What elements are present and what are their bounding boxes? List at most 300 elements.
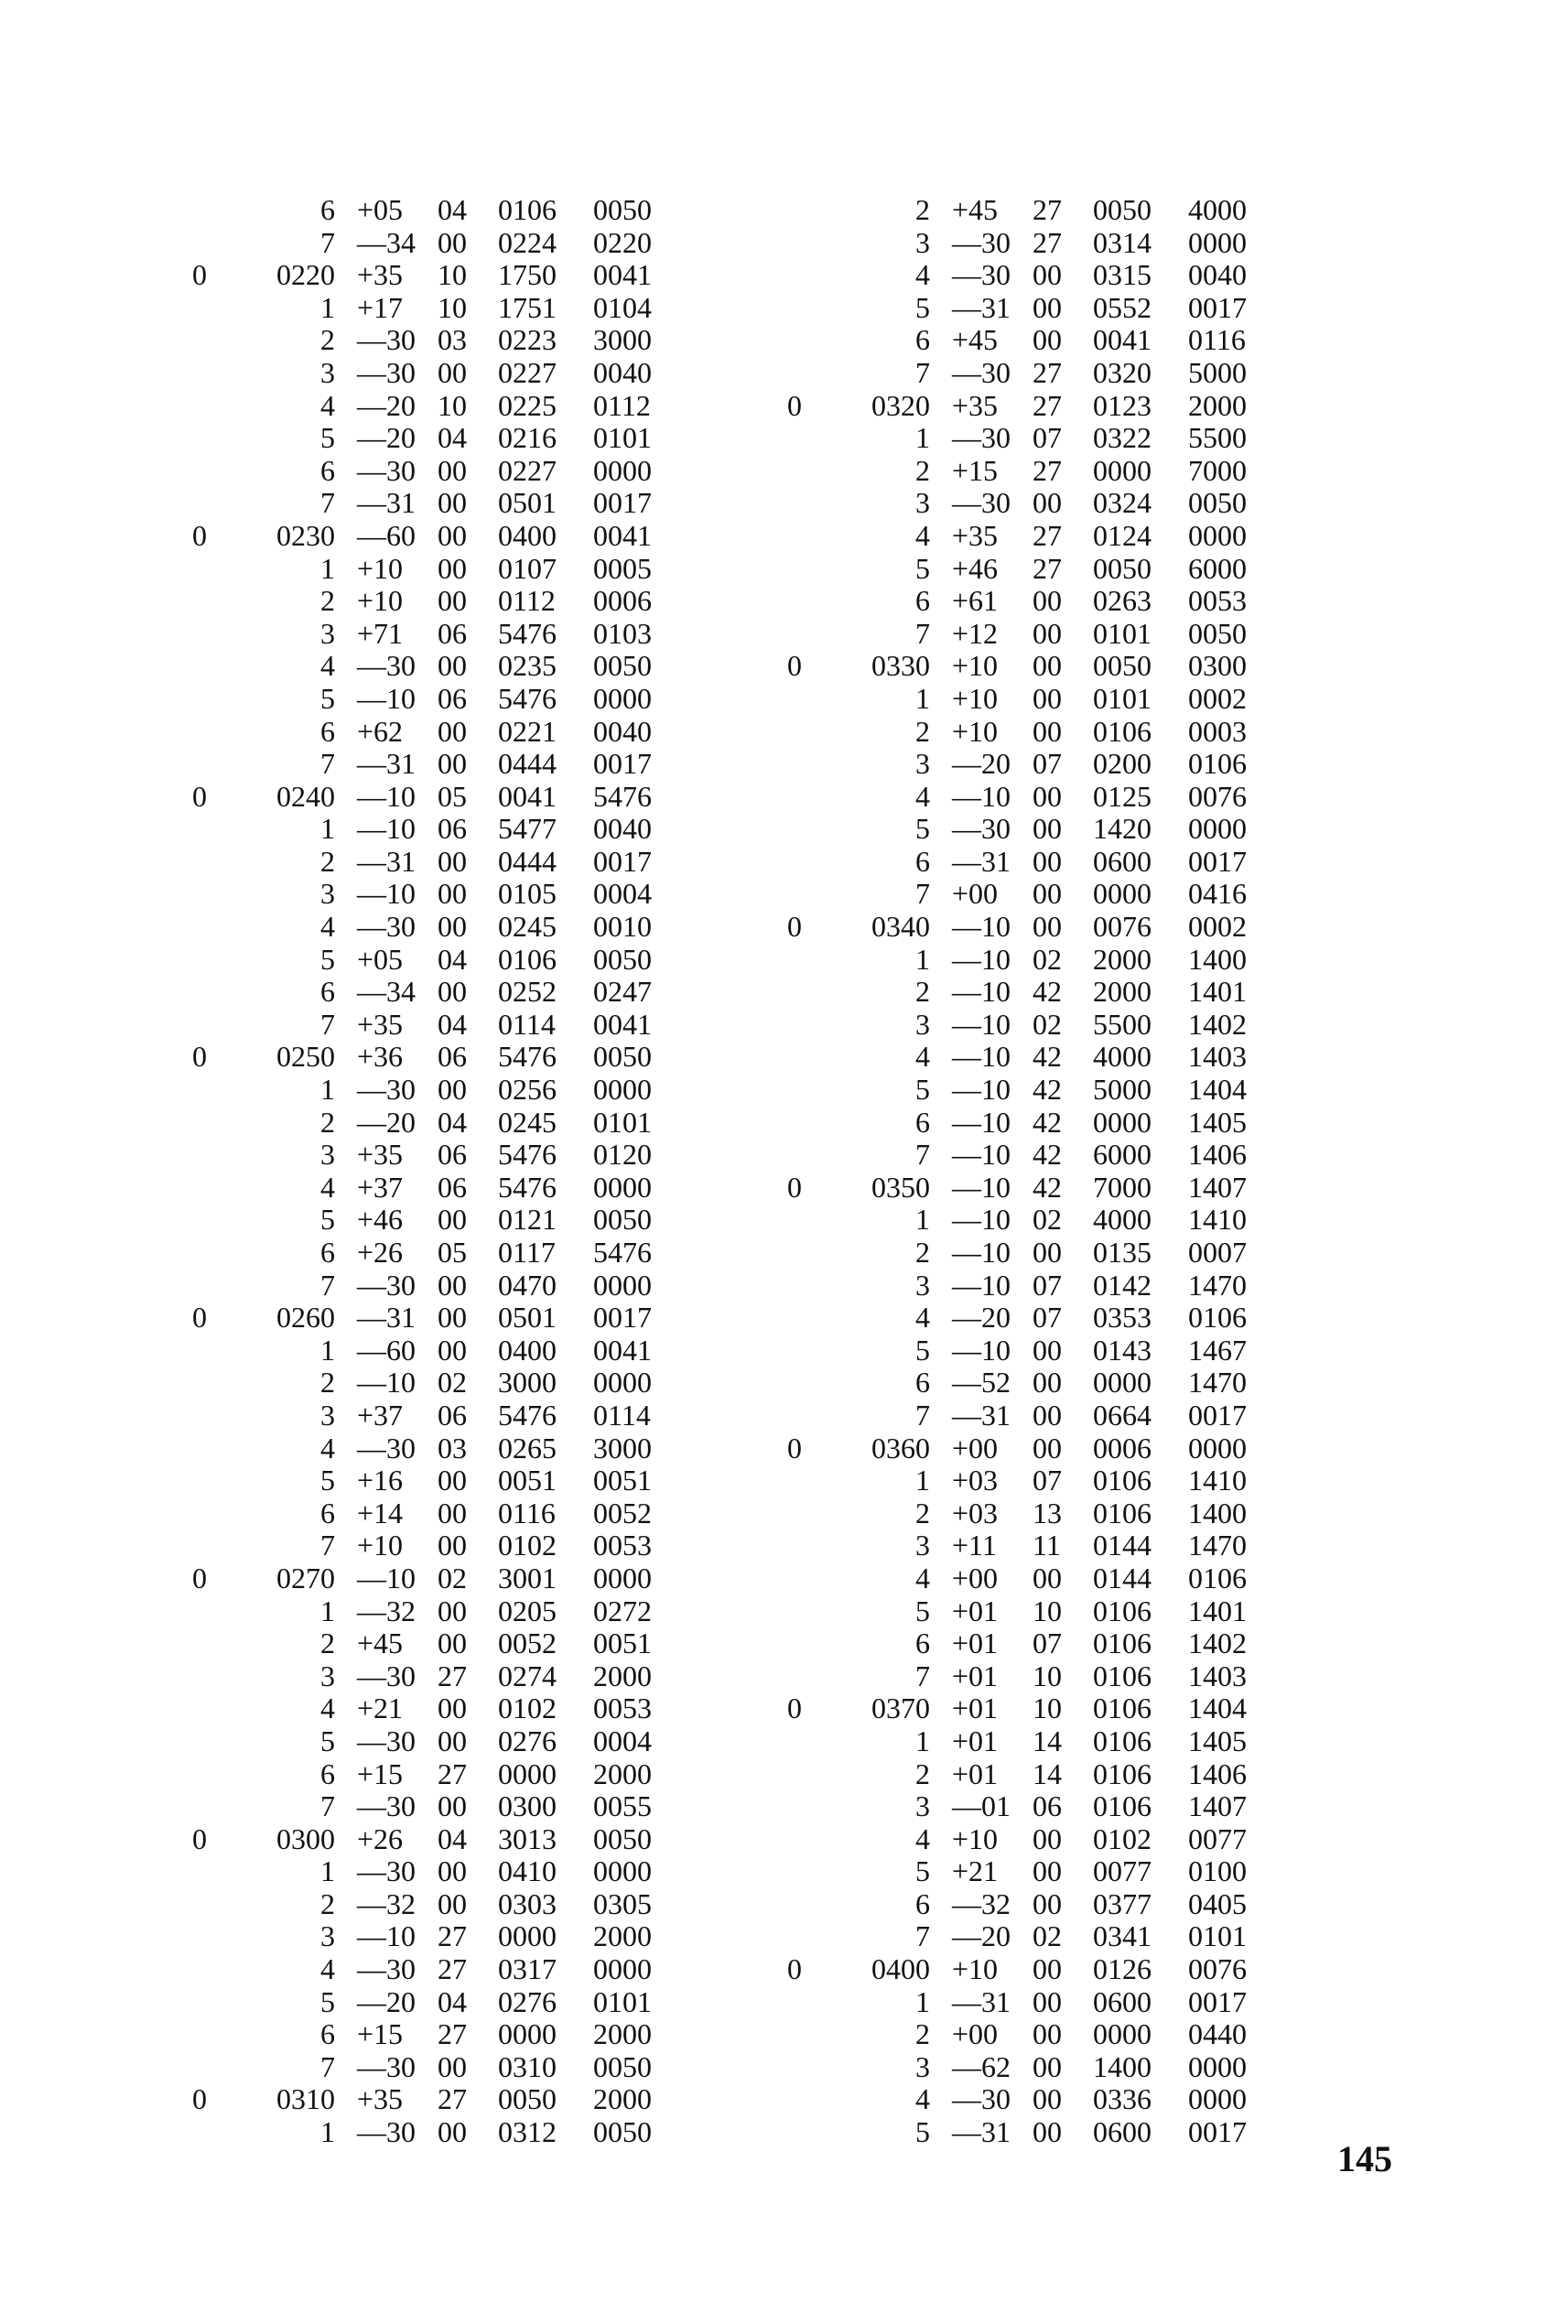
left-code-column bbox=[192, 194, 666, 2149]
opcode: —32 bbox=[357, 1594, 416, 1627]
code-row bbox=[192, 1139, 666, 1172]
operand-2: 1400 bbox=[1188, 1496, 1247, 1530]
operand-2: 0076 bbox=[1188, 1952, 1247, 1986]
operand-1: 0000 bbox=[1093, 453, 1152, 487]
address: 0220 bbox=[276, 258, 335, 292]
code-row bbox=[192, 1595, 666, 1628]
code-row bbox=[787, 911, 1261, 944]
block-marker bbox=[787, 1400, 827, 1432]
block-marker bbox=[192, 1855, 232, 1888]
address: 4 bbox=[915, 1821, 930, 1855]
modifier: 06 bbox=[1033, 1789, 1062, 1823]
operand-1: 5500 bbox=[1093, 1007, 1152, 1041]
opcode: —20 bbox=[357, 421, 416, 455]
address: 3 bbox=[320, 877, 335, 911]
operand-2: 0440 bbox=[1188, 2017, 1247, 2051]
address: 1 bbox=[915, 1984, 930, 2018]
modifier: 00 bbox=[1033, 258, 1062, 292]
block-marker: 0 bbox=[192, 258, 207, 292]
code-row bbox=[192, 1172, 666, 1205]
operand-1: 1750 bbox=[498, 258, 557, 292]
block-marker bbox=[787, 1823, 827, 1856]
operand-2: 1470 bbox=[1188, 1366, 1247, 1400]
operand-2: 0053 bbox=[1188, 584, 1247, 618]
operand-2: 0041 bbox=[593, 258, 652, 292]
address: 3 bbox=[915, 486, 930, 520]
modifier: 02 bbox=[1033, 1007, 1062, 1041]
operand-2: 0000 bbox=[593, 1952, 652, 1986]
address: 0400 bbox=[871, 1952, 930, 1986]
operand-1: 0600 bbox=[1093, 844, 1152, 878]
block-marker: 0 bbox=[192, 1040, 207, 1074]
code-row bbox=[787, 1335, 1261, 1367]
operand-1: 2000 bbox=[1093, 942, 1152, 976]
opcode: +35 bbox=[357, 1138, 404, 1172]
address: 6 bbox=[915, 584, 930, 618]
block-marker bbox=[787, 227, 827, 260]
operand-2: 0247 bbox=[593, 975, 652, 1009]
operand-1: 0106 bbox=[1093, 1789, 1152, 1823]
operand-1: 0223 bbox=[498, 323, 557, 357]
code-row bbox=[787, 585, 1261, 618]
operand-1: 0052 bbox=[498, 1627, 557, 1660]
operand-2: 0017 bbox=[593, 844, 652, 878]
modifier: 04 bbox=[438, 1007, 467, 1041]
modifier: 10 bbox=[1033, 1659, 1062, 1692]
address: 7 bbox=[915, 1659, 930, 1692]
operand-1: 0106 bbox=[1093, 1757, 1152, 1790]
opcode: —10 bbox=[952, 1268, 1011, 1302]
code-row bbox=[192, 683, 666, 716]
opcode: +37 bbox=[357, 1170, 404, 1204]
opcode: —31 bbox=[357, 747, 416, 781]
operand-1: 0000 bbox=[498, 2017, 557, 2051]
operand-1: 0353 bbox=[1093, 1301, 1152, 1335]
operand-2: 1400 bbox=[1188, 942, 1247, 976]
code-row bbox=[787, 1823, 1261, 1856]
modifier: 27 bbox=[1033, 355, 1062, 389]
modifier: 00 bbox=[438, 355, 467, 389]
modifier: 00 bbox=[1033, 1366, 1062, 1400]
address: 7 bbox=[915, 877, 930, 911]
opcode: —30 bbox=[357, 1789, 416, 1823]
modifier: 00 bbox=[438, 1854, 467, 1888]
operand-1: 0227 bbox=[498, 453, 557, 487]
operand-1: 0336 bbox=[1093, 2082, 1152, 2116]
modifier: 00 bbox=[438, 975, 467, 1009]
modifier: 00 bbox=[438, 714, 467, 748]
code-row bbox=[192, 259, 666, 292]
operand-2: 2000 bbox=[593, 1757, 652, 1790]
block-marker bbox=[192, 716, 232, 749]
operand-2: 0101 bbox=[593, 421, 652, 455]
opcode: +01 bbox=[952, 1757, 999, 1790]
modifier: 05 bbox=[438, 779, 467, 813]
operand-1: 0252 bbox=[498, 975, 557, 1009]
operand-1: 0216 bbox=[498, 421, 557, 455]
address: 2 bbox=[320, 323, 335, 357]
code-row bbox=[192, 553, 666, 586]
code-row bbox=[192, 390, 666, 423]
block-marker: 0 bbox=[787, 649, 802, 683]
operand-2: 0000 bbox=[1188, 2049, 1247, 2083]
operand-1: 0444 bbox=[498, 747, 557, 781]
address: 5 bbox=[320, 1984, 335, 2018]
code-row bbox=[787, 227, 1261, 260]
block-marker bbox=[192, 1172, 232, 1205]
modifier: 00 bbox=[1033, 1431, 1062, 1465]
operand-1: 0225 bbox=[498, 388, 557, 422]
operand-2: 0017 bbox=[1188, 2115, 1247, 2149]
operand-1: 0142 bbox=[1093, 1268, 1152, 1302]
modifier: 00 bbox=[1033, 877, 1062, 911]
modifier: 00 bbox=[438, 1496, 467, 1530]
code-row bbox=[787, 846, 1261, 879]
operand-1: 0322 bbox=[1093, 421, 1152, 455]
block-marker bbox=[787, 520, 827, 553]
opcode: —10 bbox=[952, 1040, 1011, 1074]
block-marker bbox=[787, 944, 827, 977]
modifier: 00 bbox=[1033, 649, 1062, 683]
modifier: 00 bbox=[438, 1268, 467, 1302]
code-row bbox=[192, 1270, 666, 1303]
address: 6 bbox=[320, 714, 335, 748]
block-marker bbox=[787, 618, 827, 651]
address: 7 bbox=[915, 1919, 930, 1953]
operand-2: 1405 bbox=[1188, 1105, 1247, 1139]
code-row bbox=[192, 487, 666, 520]
modifier: 06 bbox=[438, 1170, 467, 1204]
block-marker bbox=[192, 1367, 232, 1400]
code-row bbox=[192, 2018, 666, 2051]
block-marker bbox=[192, 1920, 232, 1953]
operand-2: 0051 bbox=[593, 1464, 652, 1497]
operand-2: 1405 bbox=[1188, 1724, 1247, 1757]
code-row bbox=[787, 1009, 1261, 1042]
modifier: 27 bbox=[1033, 518, 1062, 552]
operand-1: 3013 bbox=[498, 1821, 557, 1855]
opcode: —30 bbox=[357, 1659, 416, 1692]
address: 5 bbox=[320, 1464, 335, 1497]
opcode: +46 bbox=[952, 551, 999, 585]
opcode: +10 bbox=[952, 714, 999, 748]
code-row bbox=[192, 1432, 666, 1465]
opcode: —30 bbox=[357, 1724, 416, 1757]
address: 0350 bbox=[871, 1170, 930, 1204]
operand-1: 0200 bbox=[1093, 747, 1152, 781]
operand-1: 0470 bbox=[498, 1268, 557, 1302]
opcode: +21 bbox=[952, 1854, 999, 1888]
block-marker bbox=[787, 422, 827, 455]
modifier: 00 bbox=[438, 1203, 467, 1237]
block-marker bbox=[787, 1627, 827, 1660]
block-marker bbox=[192, 1270, 232, 1303]
address: 4 bbox=[320, 1170, 335, 1204]
block-marker bbox=[192, 2116, 232, 2149]
modifier: 14 bbox=[1033, 1757, 1062, 1790]
address: 4 bbox=[915, 1040, 930, 1074]
code-row bbox=[192, 1986, 666, 2019]
code-row bbox=[192, 716, 666, 749]
modifier: 00 bbox=[438, 1333, 467, 1367]
address: 1 bbox=[320, 1333, 335, 1367]
operand-1: 0303 bbox=[498, 1886, 557, 1920]
code-row bbox=[192, 1725, 666, 1758]
code-row bbox=[192, 585, 666, 618]
block-marker bbox=[787, 1595, 827, 1628]
address: 5 bbox=[320, 942, 335, 976]
block-marker bbox=[787, 1758, 827, 1791]
operand-1: 0224 bbox=[498, 225, 557, 259]
address: 4 bbox=[915, 518, 930, 552]
modifier: 04 bbox=[438, 193, 467, 226]
code-row bbox=[192, 1400, 666, 1432]
address: 2 bbox=[915, 453, 930, 487]
code-row bbox=[787, 1139, 1261, 1172]
opcode: —10 bbox=[357, 1919, 416, 1953]
address: 1 bbox=[915, 1724, 930, 1757]
operand-2: 0000 bbox=[593, 1561, 652, 1594]
modifier: 00 bbox=[1033, 486, 1062, 520]
page-number: 145 bbox=[1337, 2138, 1392, 2179]
operand-1: 0227 bbox=[498, 355, 557, 389]
operand-1: 0235 bbox=[498, 649, 557, 683]
modifier: 00 bbox=[438, 1692, 467, 1725]
code-row bbox=[192, 1562, 666, 1595]
modifier: 00 bbox=[438, 2049, 467, 2083]
modifier: 00 bbox=[438, 747, 467, 781]
operand-2: 1401 bbox=[1188, 1594, 1247, 1627]
block-marker bbox=[787, 259, 827, 292]
modifier: 00 bbox=[1033, 681, 1062, 715]
block-marker bbox=[192, 455, 232, 488]
opcode: —60 bbox=[357, 518, 416, 552]
operand-2: 0305 bbox=[593, 1886, 652, 1920]
code-row bbox=[192, 455, 666, 488]
right-code-column bbox=[787, 194, 1261, 2149]
code-row bbox=[787, 1041, 1261, 1074]
opcode: +61 bbox=[952, 584, 999, 618]
modifier: 07 bbox=[1033, 1301, 1062, 1335]
modifier: 00 bbox=[1033, 1854, 1062, 1888]
opcode: —10 bbox=[952, 942, 1011, 976]
block-marker bbox=[192, 1497, 232, 1530]
operand-2: 0055 bbox=[593, 1789, 652, 1823]
block-marker bbox=[192, 1692, 232, 1725]
address: 6 bbox=[320, 975, 335, 1009]
address: 4 bbox=[915, 258, 930, 292]
block-marker bbox=[192, 1009, 232, 1042]
address: 3 bbox=[320, 1138, 335, 1172]
opcode: —32 bbox=[357, 1886, 416, 1920]
address: 6 bbox=[320, 1496, 335, 1530]
operand-2: 1406 bbox=[1188, 1138, 1247, 1172]
opcode: +14 bbox=[357, 1496, 404, 1530]
operand-1: 0341 bbox=[1093, 1919, 1152, 1953]
block-marker bbox=[787, 813, 827, 846]
operand-1: 0444 bbox=[498, 844, 557, 878]
modifier: 10 bbox=[438, 290, 467, 324]
operand-1: 0221 bbox=[498, 714, 557, 748]
opcode: —30 bbox=[952, 225, 1011, 259]
opcode: —30 bbox=[357, 910, 416, 944]
operand-2: 0000 bbox=[593, 453, 652, 487]
operand-2: 1401 bbox=[1188, 975, 1247, 1009]
address: 2 bbox=[915, 193, 930, 226]
operand-1: 0106 bbox=[1093, 1594, 1152, 1627]
right-code-table bbox=[787, 194, 1261, 2149]
address: 6 bbox=[915, 1105, 930, 1139]
code-row bbox=[192, 1465, 666, 1497]
operand-2: 0004 bbox=[593, 877, 652, 911]
address: 2 bbox=[915, 2017, 930, 2051]
operand-2: 1404 bbox=[1188, 1073, 1247, 1107]
operand-1: 0106 bbox=[1093, 714, 1152, 748]
opcode: +46 bbox=[357, 1203, 404, 1237]
operand-2: 0000 bbox=[1188, 1431, 1247, 1465]
modifier: 42 bbox=[1033, 1138, 1062, 1172]
operand-2: 0104 bbox=[593, 290, 652, 324]
operand-1: 0315 bbox=[1093, 258, 1152, 292]
modifier: 00 bbox=[438, 1529, 467, 1562]
modifier: 00 bbox=[438, 649, 467, 683]
address: 0300 bbox=[276, 1821, 335, 1855]
operand-2: 0103 bbox=[593, 616, 652, 650]
address: 1 bbox=[320, 290, 335, 324]
opcode: +35 bbox=[357, 2082, 404, 2116]
address: 7 bbox=[320, 1529, 335, 1562]
modifier: 03 bbox=[438, 323, 467, 357]
modifier: 06 bbox=[438, 812, 467, 846]
code-row bbox=[787, 357, 1261, 390]
operand-2: 0000 bbox=[1188, 812, 1247, 846]
block-marker bbox=[192, 422, 232, 455]
code-row bbox=[192, 1888, 666, 1921]
operand-1: 0314 bbox=[1093, 225, 1152, 259]
modifier: 42 bbox=[1033, 1073, 1062, 1107]
block-marker bbox=[787, 748, 827, 781]
opcode: —20 bbox=[357, 1984, 416, 2018]
operand-2: 0040 bbox=[593, 355, 652, 389]
code-row bbox=[787, 650, 1261, 683]
operand-2: 1402 bbox=[1188, 1627, 1247, 1660]
code-row bbox=[192, 1660, 666, 1693]
block-marker bbox=[787, 1465, 827, 1497]
opcode: —30 bbox=[952, 812, 1011, 846]
code-row bbox=[787, 455, 1261, 488]
code-row bbox=[192, 748, 666, 781]
opcode: +01 bbox=[952, 1627, 999, 1660]
address: 0310 bbox=[276, 2082, 335, 2116]
block-marker bbox=[787, 487, 827, 520]
modifier: 00 bbox=[1033, 290, 1062, 324]
modifier: 00 bbox=[1033, 1236, 1062, 1269]
block-marker bbox=[192, 1790, 232, 1823]
code-row bbox=[787, 1953, 1261, 1986]
modifier: 07 bbox=[1033, 1268, 1062, 1302]
block-marker bbox=[787, 292, 827, 325]
code-row bbox=[787, 878, 1261, 911]
operand-1: 0006 bbox=[1093, 1431, 1152, 1465]
operand-1: 5476 bbox=[498, 1138, 557, 1172]
address: 6 bbox=[915, 1627, 930, 1660]
operand-2: 0106 bbox=[1188, 1561, 1247, 1594]
code-row bbox=[192, 357, 666, 390]
code-row bbox=[787, 1465, 1261, 1497]
operand-1: 0114 bbox=[498, 1007, 556, 1041]
opcode: —10 bbox=[952, 779, 1011, 813]
operand-2: 1410 bbox=[1188, 1464, 1247, 1497]
block-marker bbox=[192, 292, 232, 325]
operand-2: 0010 bbox=[593, 910, 652, 944]
operand-1: 0000 bbox=[1093, 1105, 1152, 1139]
operand-2: 0000 bbox=[1188, 518, 1247, 552]
opcode: —34 bbox=[357, 975, 416, 1009]
address: 3 bbox=[320, 1919, 335, 1953]
address: 5 bbox=[915, 1333, 930, 1367]
opcode: —31 bbox=[952, 1398, 1011, 1432]
modifier: 03 bbox=[438, 1431, 467, 1465]
address: 3 bbox=[320, 1659, 335, 1692]
modifier: 07 bbox=[1033, 1464, 1062, 1497]
opcode: —30 bbox=[357, 1431, 416, 1465]
operand-2: 0120 bbox=[593, 1138, 652, 1172]
opcode: +10 bbox=[952, 681, 999, 715]
operand-2: 0050 bbox=[1188, 486, 1247, 520]
address: 6 bbox=[915, 323, 930, 357]
block-marker bbox=[787, 324, 827, 357]
code-row bbox=[192, 1530, 666, 1562]
address: 0240 bbox=[276, 779, 335, 813]
operand-2: 0017 bbox=[1188, 1984, 1247, 2018]
block-marker bbox=[787, 194, 827, 227]
block-marker bbox=[192, 1725, 232, 1758]
block-marker bbox=[192, 2018, 232, 2051]
opcode: —10 bbox=[357, 681, 416, 715]
code-row bbox=[192, 227, 666, 260]
opcode: —30 bbox=[952, 2082, 1011, 2116]
operand-1: 0106 bbox=[1093, 1692, 1152, 1725]
code-row bbox=[787, 1627, 1261, 1660]
code-row bbox=[787, 1855, 1261, 1888]
left-code-table bbox=[192, 194, 666, 2149]
block-marker bbox=[787, 1855, 827, 1888]
opcode: +37 bbox=[357, 1398, 404, 1432]
modifier: 00 bbox=[1033, 2115, 1062, 2149]
operand-1: 0552 bbox=[1093, 290, 1152, 324]
operand-2: 0002 bbox=[1188, 681, 1247, 715]
address: 0330 bbox=[871, 649, 930, 683]
operand-1: 0102 bbox=[1093, 1821, 1152, 1855]
operand-1: 0312 bbox=[498, 2115, 557, 2149]
opcode: —01 bbox=[952, 1789, 1011, 1823]
block-marker bbox=[192, 1595, 232, 1628]
operand-1: 3000 bbox=[498, 1366, 557, 1400]
operand-1: 0105 bbox=[498, 877, 557, 911]
operand-1: 0106 bbox=[1093, 1659, 1152, 1692]
operand-1: 0106 bbox=[498, 193, 557, 226]
code-row bbox=[787, 1986, 1261, 2019]
address: 1 bbox=[915, 681, 930, 715]
block-marker bbox=[787, 1204, 827, 1237]
block-marker bbox=[787, 1986, 827, 2019]
operand-2: 0006 bbox=[593, 584, 652, 618]
operand-2: 0000 bbox=[593, 1366, 652, 1400]
operand-1: 0041 bbox=[498, 779, 557, 813]
modifier: 10 bbox=[1033, 1692, 1062, 1725]
operand-1: 0116 bbox=[498, 1496, 556, 1530]
block-marker bbox=[192, 813, 232, 846]
